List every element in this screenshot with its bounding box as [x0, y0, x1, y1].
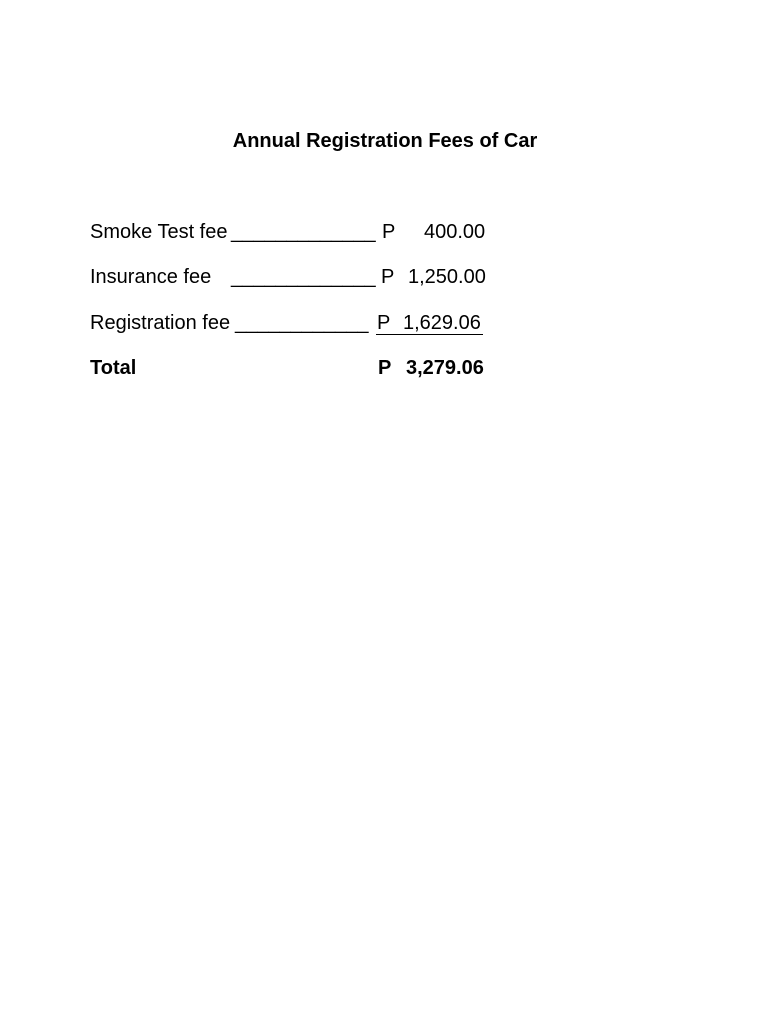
currency-symbol: P [378, 357, 392, 379]
fill-line: _____________ [231, 221, 376, 243]
total-amount: 3,279.06 [406, 357, 484, 379]
document-title: Annual Registration Fees of Car [232, 130, 538, 152]
currency-symbol: P [377, 312, 391, 334]
subtotal-underline [376, 334, 483, 335]
fill-line: ____________ [235, 312, 369, 334]
fee-label: Registration fee [90, 312, 231, 334]
currency-symbol: P [382, 221, 396, 243]
fee-label: Smoke Test fee [90, 221, 228, 243]
currency-symbol: P [381, 266, 395, 288]
fee-amount: 400.00 [424, 221, 486, 243]
fee-amount: 1,250.00 [408, 266, 486, 288]
total-label: Total [90, 357, 137, 379]
fee-label: Insurance fee [90, 266, 212, 288]
fill-line: _____________ [231, 266, 376, 288]
fee-amount: 1,629.06 [403, 312, 481, 334]
